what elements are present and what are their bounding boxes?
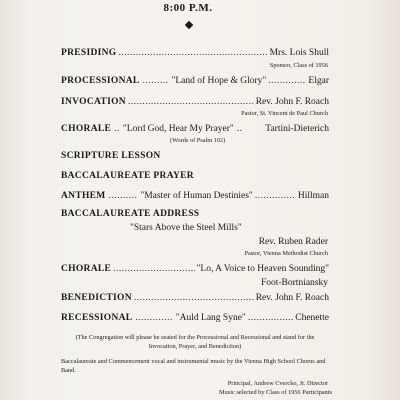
chorale-title: "Lord God, Hear My Prayer"	[122, 124, 234, 134]
scripture-lesson: SCRIPTURE LESSON	[61, 151, 161, 161]
presiding-subtitle: Sponsor, Class of 1956	[269, 62, 328, 69]
congregation-note: (The Congregation will please be seated for the Processional and Recessional and stand for the Invocation, Prayer, and Benediction)	[75, 334, 315, 350]
recessional-line	[61, 313, 329, 323]
leader-dots	[119, 48, 268, 58]
invocation-subtitle: Pastor, St. Vincent de Paul Church	[241, 110, 328, 117]
processional-title: "Land of Hope & Glory"	[171, 76, 267, 86]
leader-dots	[255, 191, 296, 201]
benediction-line	[61, 293, 329, 303]
presiding-label: PRESIDING	[61, 48, 117, 58]
anthem-title: "Master of Human Destinies"	[140, 191, 253, 201]
recessional-label: RECESSIONAL	[61, 313, 133, 323]
chorale-line	[61, 124, 329, 134]
address-speaker: Rev. Ruben Rader	[258, 237, 328, 247]
chorale2-label: CHORALE	[61, 264, 112, 274]
leader-dots	[134, 293, 254, 303]
anthem-composer: Hillman	[297, 191, 329, 201]
invocation-label: INVOCATION	[61, 97, 126, 107]
presiding-line	[61, 48, 329, 58]
address-label: BACCALAUREATE ADDRESS	[61, 209, 200, 219]
recessional-composer: Chenette	[295, 313, 329, 323]
leader-dots: ..	[236, 124, 243, 134]
benediction-label: BENEDICTION	[61, 293, 132, 303]
program-time: 8:00 P.M.	[163, 2, 213, 14]
anthem-label: ANTHEM	[61, 191, 106, 201]
music-selected-line: Music selected by Class of 1956 Participants	[219, 389, 332, 396]
invocation-name: Rev. John F. Roach	[255, 97, 329, 107]
chorale2-title: "Lo, A Voice to Heaven Sounding"	[196, 264, 329, 274]
chorale-composer: Tartini-Dieterich	[265, 124, 329, 134]
leader-dots: .........	[142, 76, 169, 86]
anthem-line	[61, 191, 329, 201]
leader-dots	[128, 97, 254, 107]
invocation-line	[61, 97, 329, 107]
address-title: "Stars Above the Steel Mills"	[130, 223, 242, 233]
recessional-title: "Auld Lang Syne"	[175, 313, 246, 323]
processional-line	[61, 76, 329, 86]
chorale-label: CHORALE	[61, 124, 112, 134]
leader-dots: .............	[135, 313, 173, 323]
leader-dots	[113, 264, 194, 274]
chorale2-composer: Foot-Bortniansky	[260, 278, 328, 288]
music-paragraph: Baccalaureate and Commencement vocal and instrumental music by the Vienna High School Chorus and Band.	[61, 358, 326, 374]
leader-dots	[268, 76, 306, 86]
address-subtitle: Pastor, Vienna Methodist Church	[244, 250, 328, 257]
leader-dots: ..........	[108, 191, 138, 201]
diamond-ornament-icon	[185, 21, 193, 29]
chorale-subtitle: (Words of Psalm 102)	[170, 137, 226, 144]
processional-composer: Elgar	[308, 76, 329, 86]
leader-dots: ..	[114, 124, 120, 134]
chorale2-line	[61, 264, 329, 274]
processional-label: PROCESSIONAL	[61, 76, 140, 86]
principal-line: Principal, Andrew Cverckо, Jr. Director	[227, 380, 328, 387]
leader-dots	[248, 313, 293, 323]
benediction-name: Rev. John F. Roach	[255, 293, 329, 303]
presiding-name: Mrs. Lois Shull	[269, 48, 329, 58]
baccalaureate-prayer: BACCALAUREATE PRAYER	[61, 171, 194, 181]
